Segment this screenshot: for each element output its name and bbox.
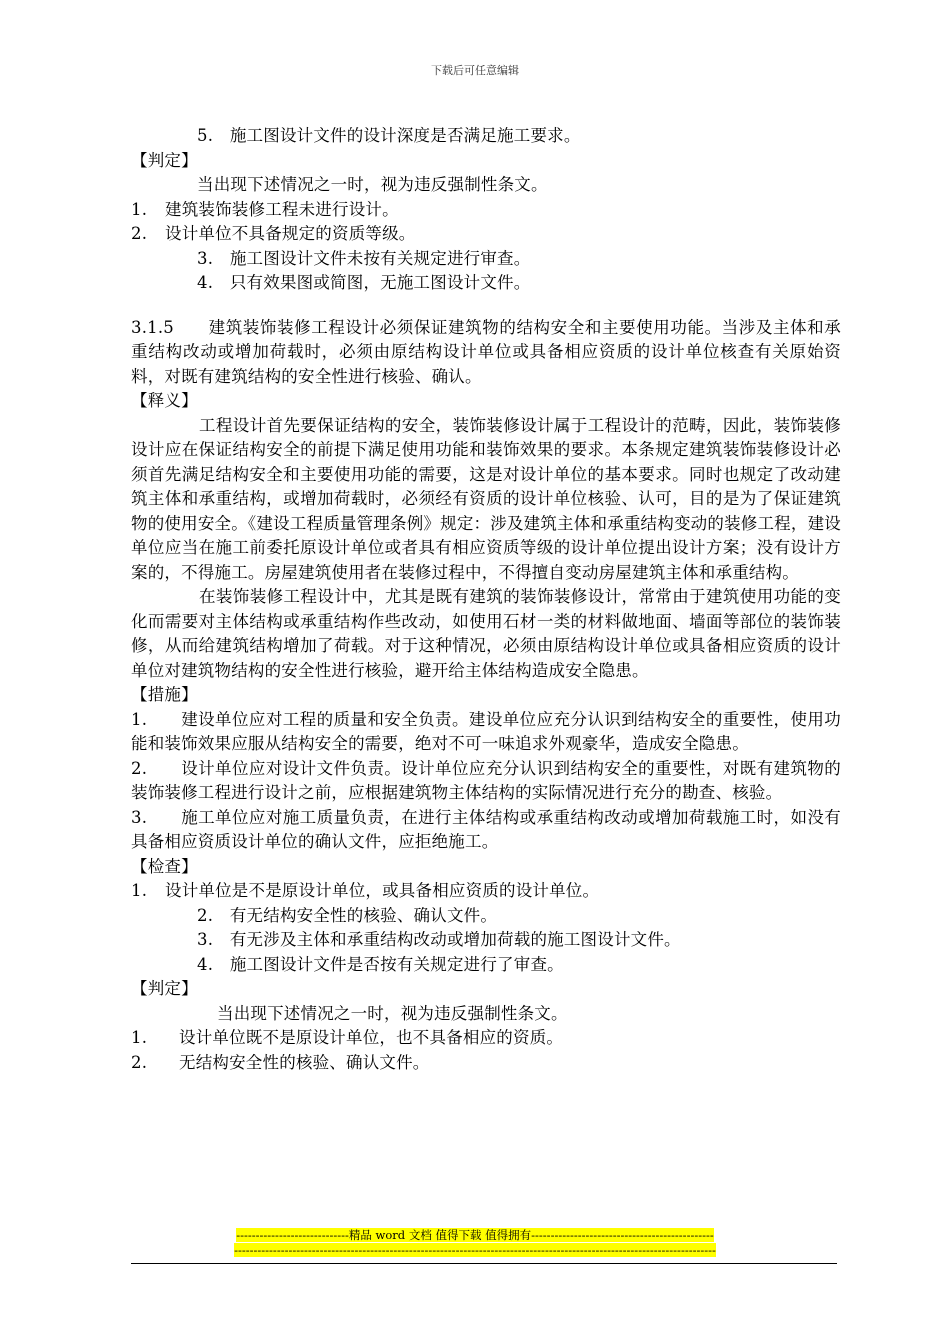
section-heading-judgement-2: 【判定】	[131, 979, 198, 998]
footer-rule	[131, 1263, 837, 1264]
judgement-intro: 当出现下述情况之一时，视为违反强制性条文。	[197, 175, 548, 194]
interpretation-paragraph-1: 工程设计首先要保证结构的安全，装饰装修设计属于工程设计的范畴，因此，装饰装修设计应在保证结构安全的前提下满足使用功能和装饰效果的要求。本条规定建筑装饰装修设计必须首先满足结构安全和主要使用功能的需要，这是对设计单位的基本要求。同时也规定了改动建筑主体和承重结构，或增加荷载时，必须经有资质的设计单位核验、认可，目的是为了保证建筑物的使用安全。《建设工程质量管理条例》规定：涉及建筑主体和承重结构变动的装修工程，建设单位应当在施工前委托原设计单位或者具有相应资质等级的设计单位提出设计方案；没有设计方案的，不得施工。房屋建筑使用者在装修过程中，不得擅自变动房屋建筑主体和承重结构。	[131, 415, 841, 582]
item-number: 1.	[131, 199, 148, 219]
inspection-item-3: 3. 有无涉及主体和承重结构改动或增加荷载的施工图设计文件。	[197, 930, 681, 949]
judgement2-item-2	[131, 1051, 841, 1076]
section-heading-interpretation: 【释义】	[131, 391, 198, 410]
item-text: 无结构安全性的核验、确认文件。	[179, 1052, 430, 1072]
judgement-item-2	[131, 222, 841, 247]
inspection-item-2: 2. 有无结构安全性的核验、确认文件。	[197, 905, 498, 925]
item-number: 1.	[131, 881, 148, 900]
measure-item-3: 3. 施工单位应对施工质量负责，在进行主体结构或承重结构改动或增加荷载施工时，如没有具备相应资质设计单位的确认文件，应拒绝施工。	[131, 807, 841, 851]
section-heading-inspection: 【检查】	[131, 856, 198, 876]
item-text: 设计单位不具备规定的资质等级。	[165, 224, 416, 243]
section-heading-measures: 【措施】	[131, 685, 198, 704]
item-text: 设计单位既不是原设计单位，也不具备相应的资质。	[179, 1028, 564, 1047]
judgement-item-4: 4. 只有效果图或简图，无施工图设计文件。	[197, 273, 531, 292]
page-footer	[0, 1228, 950, 1258]
measure-item-1: 1. 建设单位应对工程的质量和安全负责。建设单位应充分认识到结构安全的重要性，使用功能和装饰效果应服从结构安全的需要，绝对不可一味追求外观豪华，造成安全隐患。	[131, 709, 841, 753]
page-header: 下载后可任意编辑	[431, 64, 519, 77]
document-body	[131, 124, 841, 1075]
measure-item-2: 2. 设计单位应对设计文件负责。设计单位应充分认识到结构安全的重要性，对既有建筑物的装饰装修工程进行设计之前，应根据建筑物主体结构的实际情况进行充分的勘查、核验。	[131, 758, 841, 802]
inspection-item-4: 4. 施工图设计文件是否按有关规定进行了审查。	[197, 954, 564, 974]
section-heading-judgement: 【判定】	[131, 150, 198, 170]
item-number: 1.	[131, 1028, 148, 1047]
judgement-item-3: 3. 施工图设计文件未按有关规定进行审查。	[197, 248, 531, 268]
interpretation-paragraph-2: 在装饰装修工程设计中，尤其是既有建筑的装饰装修设计，常常由于建筑使用功能的变化而需要对主体结构或承重结构作些改动，如使用石材一类的材料做地面、墙面等部位的装饰装修，从而给建筑结构增加了荷载。对于这种情况，必须由原结构设计单位或具备相应资质的设计单位对建筑物结构的安全性进行核验，避开给主体结构造成安全隐患。	[131, 587, 841, 680]
item-text: 设计单位是不是原设计单位，或具备相应资质的设计单位。	[165, 881, 600, 900]
judgement-intro-2: 当出现下述情况之一时，视为违反强制性条文。	[217, 1003, 568, 1023]
clause-3-1-5: 3.1.5 建筑装饰装修工程设计必须保证建筑物的结构安全和主要使用功能。当涉及主体和承重结构改动或增加荷载时，必须由原结构设计单位或具备相应资质的设计单位核查有关原始资料，对既有建筑结构的安全性进行核验、确认。	[131, 317, 841, 386]
footer-banner: -----------------------------精品 word 文档 值得下载 值得拥有-----------------------------------------------	[236, 1228, 714, 1242]
judgement2-item-1	[131, 1026, 841, 1051]
item-text: 建筑装饰装修工程未进行设计。	[165, 199, 399, 219]
item-number: 2.	[131, 1052, 148, 1072]
judgement-item-1	[131, 198, 841, 223]
footer-dashes: ----------------------------------------------------------------------------------------------------------------------------	[234, 1243, 716, 1257]
inspection-item-1	[131, 879, 841, 904]
item-number: 2.	[131, 224, 148, 243]
check-item-5: 5. 施工图设计文件的设计深度是否满足施工要求。	[197, 126, 581, 145]
